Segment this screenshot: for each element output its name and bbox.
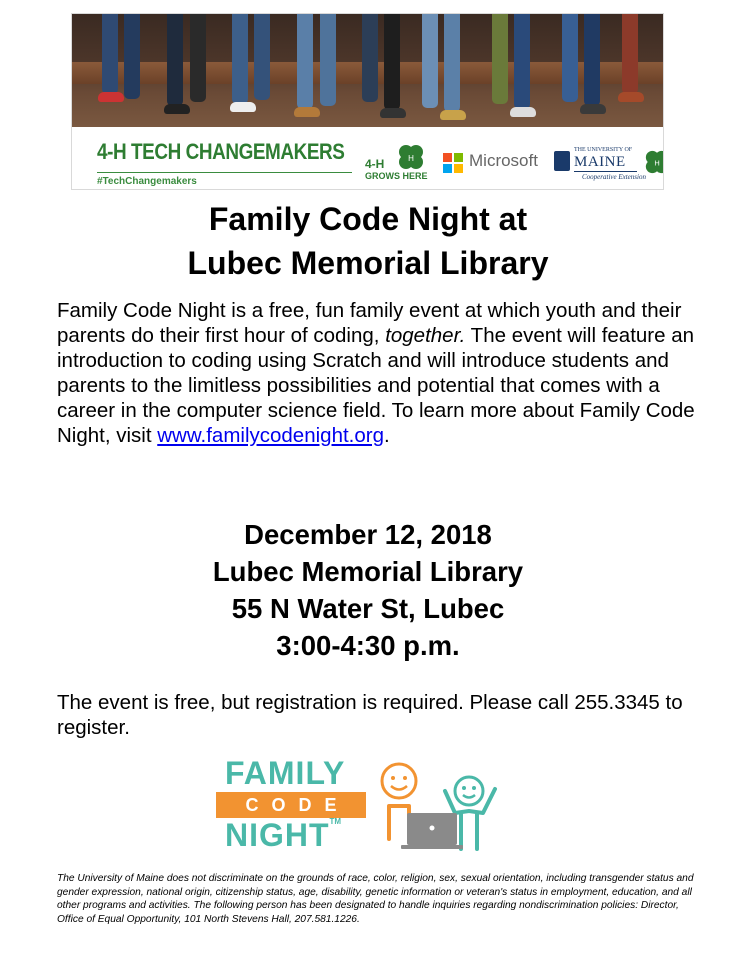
fourh-tagline: GROWS HERE — [365, 171, 428, 181]
intro-emphasis: together. — [385, 324, 466, 347]
sponsor-bar — [72, 127, 663, 190]
logo-family-text: FAMILY — [225, 755, 346, 791]
microsoft-logo-text: Microsoft — [469, 151, 538, 170]
intro-text-1: Family Code Night is a free, fun family event at which youth and their parents do their first hour of coding, — [57, 299, 682, 347]
logo-code-box — [216, 792, 366, 818]
event-address: 55 N Water St, Lubec — [231, 593, 505, 624]
header-banner — [71, 13, 664, 190]
nondiscrimination-statement: The University of Maine does not discriminate on the grounds of race, color, religion, sex, sexual orientation, including transgender status and gender expression, national origin, citizenship status, age, disability, genetic information or veteran's status in employment, education, and all other programs and activities. The following person has been designated to handle inquiries regarding nondiscrimination policies: Director, Office of Equal Opportunity, 101 North Stevens Hall, 207.581.1226. — [57, 873, 694, 925]
clover-icon — [397, 143, 425, 171]
website-link[interactable]: www.familycodenight.org — [157, 424, 384, 447]
fourh-logo-text: 4-H — [365, 157, 385, 171]
event-time: 3:00-4:30 p.m. — [276, 630, 460, 661]
umaine-seal-icon — [554, 151, 570, 171]
logo-night-word: NIGHT — [225, 817, 330, 853]
logo-trademark: TM — [329, 817, 342, 826]
program-hashtag: #TechChangemakers — [97, 176, 197, 187]
family-code-night-logo — [213, 755, 513, 860]
program-title: 4-H TECH CHANGEMAKERS — [97, 139, 345, 164]
program-divider — [97, 172, 352, 173]
umaine-coop-text: Cooperative Extension — [582, 173, 646, 181]
umaine-name: MAINE — [574, 154, 626, 170]
intro-paragraph — [57, 298, 697, 448]
event-details — [0, 516, 736, 664]
logo-code-text: CODE — [245, 795, 350, 815]
logo-night-text — [225, 817, 341, 854]
page-title-line1: Family Code Night at — [208, 201, 528, 237]
umaine-divider — [574, 171, 637, 172]
clover-small-icon — [644, 149, 664, 175]
intro-text-2: The event will feature an introduction to coding using Scratch and will introduce students and parents to the limitless possibilities and potential that comes with a career in the computer science field. To learn more about Family Code Night, visit — [57, 324, 695, 447]
event-date: December 12, 2018 — [244, 519, 492, 550]
coding-figures-icon — [371, 761, 511, 857]
registration-note: The event is free, but registration is required. Please call 255.3345 to register. — [57, 691, 683, 739]
banner-photo — [72, 14, 663, 127]
intro-end: . — [384, 424, 390, 447]
page-title-line2: Lubec Memorial Library — [187, 245, 549, 281]
svg-text:H: H — [408, 154, 414, 163]
fourh-logo — [365, 141, 435, 187]
svg-text:H: H — [654, 158, 660, 168]
microsoft-icon — [443, 153, 463, 173]
event-venue: Lubec Memorial Library — [212, 556, 524, 587]
umaine-small-text: THE UNIVERSITY OF — [574, 147, 633, 153]
